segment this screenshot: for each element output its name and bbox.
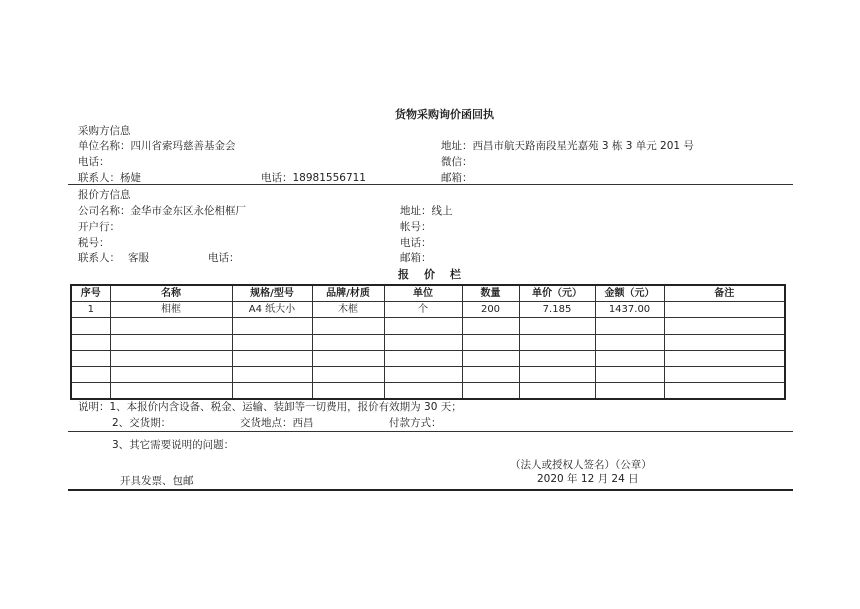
notes-divider	[68, 431, 793, 432]
cell-brand	[312, 366, 384, 382]
buyer-section-title: 采购方信息	[78, 125, 131, 137]
cell-remarks	[664, 302, 785, 318]
header-index: 序号	[71, 285, 110, 302]
note-delivery-place: 交货地点：西昌	[240, 417, 314, 429]
signature-line: （法人或授权人签名）（公章）	[510, 459, 652, 471]
seller-email: 邮箱：	[400, 252, 432, 264]
buyer-wechat: 微信：	[441, 156, 473, 168]
cell-unit	[384, 318, 462, 334]
cell-amount	[595, 334, 664, 350]
bottom-divider	[68, 489, 793, 491]
cell-amount	[595, 350, 664, 366]
header-remarks: 备注	[664, 285, 785, 302]
table-row	[71, 318, 785, 334]
cell-spec	[232, 334, 312, 350]
cell-unit-price	[519, 366, 595, 382]
seller-company-name: 公司名称：金华市金东区永伦相框厂	[78, 205, 246, 217]
cell-remarks	[664, 350, 785, 366]
cell-name	[110, 350, 232, 366]
seller-phone: 电话：	[400, 237, 432, 249]
table-header-row	[71, 285, 785, 302]
cell-spec	[232, 383, 312, 400]
table-row	[71, 302, 785, 318]
note-line-3: 3、其它需要说明的问题：	[112, 439, 235, 451]
cell-brand	[312, 350, 384, 366]
cell-name	[110, 318, 232, 334]
cell-unit-price	[519, 383, 595, 400]
cell-name: 相框	[110, 302, 232, 318]
seller-section-title: 报价方信息	[78, 189, 131, 201]
cell-index	[71, 366, 110, 382]
cell-quantity	[462, 318, 519, 334]
cell-spec	[232, 366, 312, 382]
buyer-contact-phone: 电话：18981556711	[261, 172, 366, 184]
table-row	[71, 334, 785, 350]
buyer-address: 地址：西昌市航天路南段星光嘉苑 3 栋 3 单元 201 号	[441, 140, 694, 152]
cell-index	[71, 350, 110, 366]
buyer-divider	[68, 184, 793, 185]
table-row	[71, 366, 785, 382]
table-row	[71, 350, 785, 366]
quote-table	[70, 284, 786, 400]
cell-quantity	[462, 350, 519, 366]
header-name: 名称	[110, 285, 232, 302]
cell-brand	[312, 383, 384, 400]
cell-remarks	[664, 383, 785, 400]
cell-index	[71, 383, 110, 400]
header-quantity: 数量	[462, 285, 519, 302]
cell-unit: 个	[384, 302, 462, 318]
quote-heading: 报 价 栏	[398, 268, 463, 281]
cell-brand: 木框	[312, 302, 384, 318]
seller-tax-number: 税号：	[78, 237, 110, 249]
note-line-1: 说明：1、本报价内含设备、税金、运输、装卸等一切费用，报价有效期为 30 天；	[78, 401, 462, 413]
seller-bank: 开户行：	[78, 221, 120, 233]
cell-quantity: 200	[462, 302, 519, 318]
buyer-contact: 联系人：杨婕	[78, 172, 141, 184]
cell-remarks	[664, 366, 785, 382]
buyer-phone: 电话：	[78, 156, 110, 168]
note-payment-method: 付款方式：	[389, 417, 442, 429]
header-amount: 金额（元）	[595, 285, 664, 302]
cell-quantity	[462, 366, 519, 382]
seller-contact-value: 客服	[128, 252, 149, 264]
invoice-note: 开具发票、包邮	[120, 475, 194, 487]
seller-contact-label: 联系人：	[78, 252, 120, 264]
document-title: 货物采购询价函回执	[395, 108, 494, 121]
cell-spec: A4 纸大小	[232, 302, 312, 318]
cell-remarks	[664, 334, 785, 350]
cell-unit-price: 7.185	[519, 302, 595, 318]
cell-amount	[595, 366, 664, 382]
cell-unit-price	[519, 318, 595, 334]
cell-unit	[384, 334, 462, 350]
cell-amount: 1437.00	[595, 302, 664, 318]
header-unit-price: 单价（元）	[519, 285, 595, 302]
note-delivery-period: 2、交货期：	[112, 417, 172, 429]
cell-index	[71, 334, 110, 350]
cell-unit	[384, 383, 462, 400]
cell-spec	[232, 318, 312, 334]
cell-amount	[595, 383, 664, 400]
cell-amount	[595, 318, 664, 334]
seller-account: 帐号：	[400, 221, 432, 233]
cell-quantity	[462, 334, 519, 350]
seller-contact-phone: 电话：	[208, 252, 240, 264]
cell-unit-price	[519, 334, 595, 350]
buyer-email: 邮箱：	[441, 172, 473, 184]
header-brand: 品牌/材质	[312, 285, 384, 302]
cell-unit	[384, 350, 462, 366]
cell-brand	[312, 334, 384, 350]
seller-address: 地址：线上	[400, 205, 453, 217]
cell-unit-price	[519, 350, 595, 366]
document-date: 2020 年 12 月 24 日	[537, 473, 639, 485]
cell-name	[110, 334, 232, 350]
cell-quantity	[462, 383, 519, 400]
cell-name	[110, 383, 232, 400]
cell-index	[71, 318, 110, 334]
table-row	[71, 383, 785, 400]
cell-brand	[312, 318, 384, 334]
cell-unit	[384, 366, 462, 382]
buyer-unit-name: 单位名称：四川省索玛慈善基金会	[78, 140, 236, 152]
header-unit: 单位	[384, 285, 462, 302]
header-spec: 规格/型号	[232, 285, 312, 302]
cell-index: 1	[71, 302, 110, 318]
cell-name	[110, 366, 232, 382]
cell-remarks	[664, 318, 785, 334]
cell-spec	[232, 350, 312, 366]
